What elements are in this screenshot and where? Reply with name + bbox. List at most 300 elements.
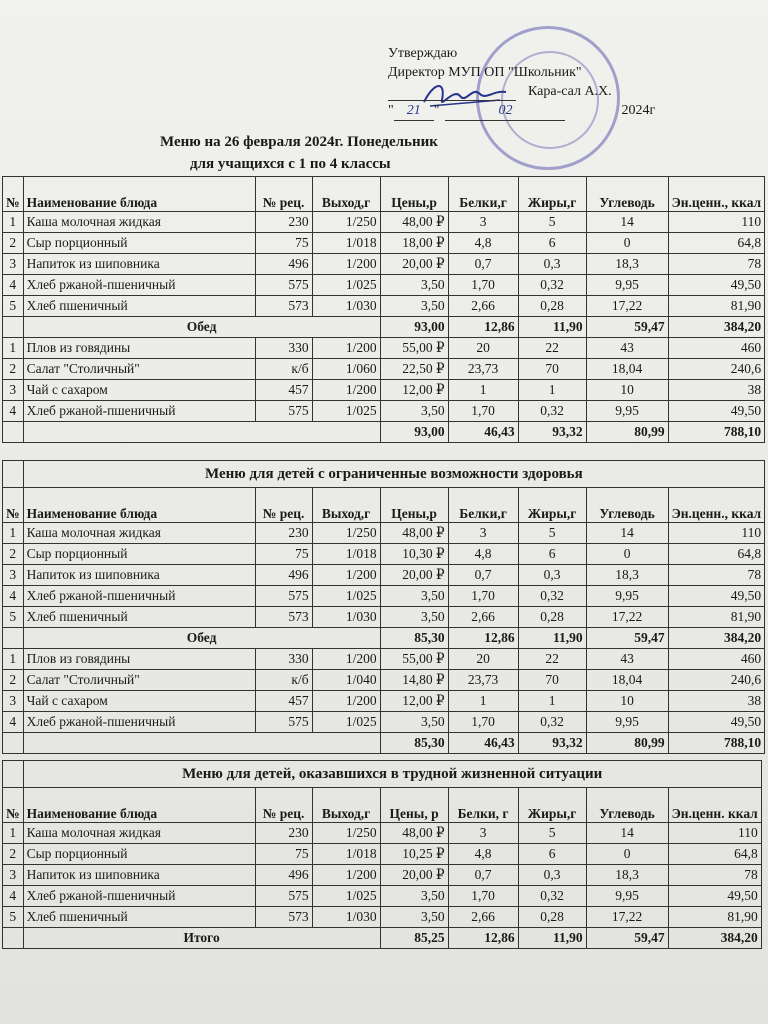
table-cell: 1 <box>3 338 24 359</box>
table-cell: 48,00 ₽ <box>380 212 448 233</box>
table-cell: 3 <box>3 865 24 886</box>
table-cell: 23,73 <box>448 670 518 691</box>
table-row <box>3 544 765 565</box>
table-cell: 1/025 <box>312 586 380 607</box>
table-cell: Сыр порционный <box>23 544 255 565</box>
table-cell: 2 <box>3 359 24 380</box>
table-cell: Каша молочная жидкая <box>23 823 255 844</box>
table-cell: Салат "Столичный" <box>23 670 255 691</box>
table-cell: 496 <box>255 865 312 886</box>
table-cell: Хлеб ржаной-пшеничный <box>23 401 255 422</box>
table-cell: 573 <box>255 607 312 628</box>
column-header: Выход,г <box>312 177 380 212</box>
table-cell: 1 <box>3 823 24 844</box>
total-value: 80,99 <box>586 422 668 443</box>
table-cell: 81,90 <box>668 607 765 628</box>
table-cell: 1,70 <box>448 275 518 296</box>
table-cell: 5 <box>518 523 586 544</box>
total-value: 93,32 <box>518 733 586 754</box>
column-header: Эн.ценн. ккал <box>668 788 761 823</box>
column-header: Эн.ценн., ккал <box>668 177 765 212</box>
table-cell: Хлеб пшеничный <box>23 907 255 928</box>
table-cell: 0,7 <box>448 565 518 586</box>
subtotal-value: 85,30 <box>380 628 448 649</box>
table-cell: 4 <box>3 886 24 907</box>
table-cell: Каша молочная жидкая <box>23 212 255 233</box>
table-cell: 1/018 <box>312 544 380 565</box>
subtotal-value: 384,20 <box>668 317 765 338</box>
column-header: Белки,г <box>448 488 518 523</box>
column-header: № рец. <box>255 177 312 212</box>
approval-month: 02 <box>445 101 565 121</box>
table-cell: 2,66 <box>448 296 518 317</box>
table-cell: 230 <box>255 823 312 844</box>
table-cell: 12,00 ₽ <box>380 691 448 712</box>
table-cell: 1/040 <box>312 670 380 691</box>
subtotal-label: Обед <box>23 317 380 338</box>
table-cell: 49,50 <box>668 275 765 296</box>
table-cell: 10,25 ₽ <box>380 844 448 865</box>
column-header: № <box>3 177 24 212</box>
table-cell: 1,70 <box>448 586 518 607</box>
total-value: 11,90 <box>518 928 586 949</box>
table-cell: 6 <box>518 844 586 865</box>
table-cell: Чай с сахаром <box>23 380 255 401</box>
total-value: 80,99 <box>586 733 668 754</box>
section-caption: Меню для детей, оказавшихся в трудной жизненной ситуации <box>23 761 761 788</box>
column-header: Наименование блюда <box>23 177 255 212</box>
total-value: 85,25 <box>380 928 448 949</box>
table-cell: 496 <box>255 565 312 586</box>
column-header: № рец. <box>255 488 312 523</box>
table-row <box>3 823 762 844</box>
signature-line <box>388 86 516 101</box>
table-cell: Хлеб пшеничный <box>23 296 255 317</box>
table-row <box>3 607 765 628</box>
table-cell: 64,8 <box>668 233 765 254</box>
table-cell: 1/018 <box>312 233 380 254</box>
table-cell: 1/030 <box>312 296 380 317</box>
table-cell: 9,95 <box>586 712 668 733</box>
table-cell: 3,50 <box>380 907 448 928</box>
table-cell: 0,28 <box>518 607 586 628</box>
table-cell: 18,3 <box>586 254 668 275</box>
table-cell: 70 <box>518 359 586 380</box>
table-cell: 3 <box>448 212 518 233</box>
table-cell: 81,90 <box>668 296 765 317</box>
table-cell: 1 <box>448 691 518 712</box>
table-cell: 22 <box>518 338 586 359</box>
table-row <box>3 844 762 865</box>
table-cell: 43 <box>586 338 668 359</box>
table-row <box>3 401 765 422</box>
table-cell: Хлеб пшеничный <box>23 607 255 628</box>
column-header: Выход,г <box>312 488 380 523</box>
total-value: 46,43 <box>448 422 518 443</box>
table-cell: 23,73 <box>448 359 518 380</box>
table-cell: 2 <box>3 544 24 565</box>
table-cell: 2 <box>3 233 24 254</box>
table-cell: 330 <box>255 338 312 359</box>
table-cell: 110 <box>668 823 761 844</box>
table-cell: 3,50 <box>380 586 448 607</box>
table-cell: 18,04 <box>586 359 668 380</box>
table-cell: 49,50 <box>668 586 765 607</box>
table-cell: 43 <box>586 649 668 670</box>
total-row <box>3 733 765 754</box>
table-cell: 1 <box>518 691 586 712</box>
table-cell: 1/025 <box>312 712 380 733</box>
table-cell: 2,66 <box>448 607 518 628</box>
table-cell: 0,28 <box>518 907 586 928</box>
table-row <box>3 865 762 886</box>
table-cell: 330 <box>255 649 312 670</box>
table-cell: к/б <box>255 670 312 691</box>
column-header: № <box>3 488 24 523</box>
table-cell: 9,95 <box>586 586 668 607</box>
table-cell: 496 <box>255 254 312 275</box>
table-cell: Хлеб ржаной-пшеничный <box>23 275 255 296</box>
table-cell: 5 <box>3 296 24 317</box>
table-cell: 1 <box>3 649 24 670</box>
table-cell: 6 <box>518 544 586 565</box>
table-cell: 3,50 <box>380 886 448 907</box>
table-cell: 14,80 ₽ <box>380 670 448 691</box>
table-row <box>3 275 765 296</box>
table-cell: 230 <box>255 523 312 544</box>
table-cell: 1 <box>448 380 518 401</box>
row-spacer <box>3 422 24 443</box>
column-header: Углеводь <box>586 488 668 523</box>
table-cell: 2 <box>3 844 24 865</box>
table-cell: 5 <box>3 907 24 928</box>
approval-day: 21 <box>394 101 434 121</box>
table-cell: 1 <box>3 523 24 544</box>
table-cell: 3 <box>3 254 24 275</box>
table-cell: 5 <box>518 212 586 233</box>
approval-date <box>388 101 655 121</box>
table-cell: 70 <box>518 670 586 691</box>
table-cell: 4,8 <box>448 544 518 565</box>
table-cell: 1/030 <box>312 907 380 928</box>
table-cell: 0,3 <box>518 565 586 586</box>
table-cell: 110 <box>668 212 765 233</box>
table-cell: 1/030 <box>312 607 380 628</box>
column-header: Белки, г <box>448 788 518 823</box>
table-cell: 18,00 ₽ <box>380 233 448 254</box>
table-cell: 9,95 <box>586 275 668 296</box>
total-label <box>23 422 380 443</box>
menu-subtitle: для учащихся с 1 по 4 классы <box>190 156 391 172</box>
table-cell: Хлеб ржаной-пшеничный <box>23 712 255 733</box>
table-cell: 230 <box>255 212 312 233</box>
table-cell: 4 <box>3 401 24 422</box>
column-header: Цены,р <box>380 177 448 212</box>
table-cell: 1/060 <box>312 359 380 380</box>
table-cell: 75 <box>255 544 312 565</box>
table-cell: 240,6 <box>668 359 765 380</box>
table-cell: 1/200 <box>312 338 380 359</box>
row-spacer <box>3 317 24 338</box>
header-row <box>3 488 765 523</box>
caption-spacer <box>3 761 24 788</box>
table-row <box>3 886 762 907</box>
table-cell: 10,30 ₽ <box>380 544 448 565</box>
table-cell: 1/250 <box>312 523 380 544</box>
table-cell: 14 <box>586 523 668 544</box>
table-cell: 575 <box>255 401 312 422</box>
table-row <box>3 649 765 670</box>
table-cell: 0,32 <box>518 401 586 422</box>
table-row <box>3 586 765 607</box>
header-row <box>3 177 765 212</box>
table-cell: 1/018 <box>312 844 380 865</box>
table-cell: 10 <box>586 380 668 401</box>
table-cell: Хлеб ржаной-пшеничный <box>23 586 255 607</box>
subtotal-value: 11,90 <box>518 317 586 338</box>
subtotal-value: 93,00 <box>380 317 448 338</box>
column-header: Эн.ценн., ккал <box>668 488 765 523</box>
table-cell: 0,32 <box>518 712 586 733</box>
table-cell: 1/250 <box>312 212 380 233</box>
table-cell: 9,95 <box>586 886 668 907</box>
table-cell: 0,3 <box>518 865 586 886</box>
header-row <box>3 788 762 823</box>
table-cell: 1/025 <box>312 275 380 296</box>
table-cell: 1/200 <box>312 380 380 401</box>
table-cell: 1/200 <box>312 649 380 670</box>
table-cell: 3 <box>3 380 24 401</box>
table-cell: 64,8 <box>668 844 761 865</box>
table-cell: Напиток из шиповника <box>23 865 255 886</box>
column-header: Выход,г <box>312 788 380 823</box>
table-cell: 3,50 <box>380 712 448 733</box>
table-row <box>3 691 765 712</box>
column-header: Белки,г <box>448 177 518 212</box>
total-label: Итого <box>23 928 380 949</box>
table-cell: 20 <box>448 649 518 670</box>
total-value: 59,47 <box>586 928 668 949</box>
table-cell: 48,00 ₽ <box>380 823 448 844</box>
table-cell: 0,7 <box>448 865 518 886</box>
subtotal-row <box>3 628 765 649</box>
table-cell: 49,50 <box>668 401 765 422</box>
table-cell: 2,66 <box>448 907 518 928</box>
table-cell: 573 <box>255 296 312 317</box>
table-cell: 0,32 <box>518 886 586 907</box>
subtotal-value: 11,90 <box>518 628 586 649</box>
column-header: Цены, р <box>380 788 448 823</box>
row-spacer <box>3 628 24 649</box>
table-cell: 0,32 <box>518 586 586 607</box>
table-cell: 2 <box>3 670 24 691</box>
table-cell: 3 <box>448 523 518 544</box>
table-cell: 0,7 <box>448 254 518 275</box>
table-row <box>3 565 765 586</box>
table-cell: 3,50 <box>380 401 448 422</box>
subtotal-value: 12,86 <box>448 628 518 649</box>
table-cell: 22 <box>518 649 586 670</box>
table-cell: 5 <box>3 607 24 628</box>
subtotal-value: 59,47 <box>586 628 668 649</box>
table-cell: 17,22 <box>586 907 668 928</box>
total-value: 788,10 <box>668 733 765 754</box>
table-cell: 78 <box>668 565 765 586</box>
subtotal-label: Обед <box>23 628 380 649</box>
menu-table-grades-1-4 <box>2 176 765 443</box>
director-name: Кара-сал А.Х. <box>528 84 612 99</box>
table-cell: 17,22 <box>586 607 668 628</box>
table-cell: 4,8 <box>448 844 518 865</box>
total-value: 12,86 <box>448 928 518 949</box>
table-cell: 575 <box>255 886 312 907</box>
section-caption-row <box>3 761 762 788</box>
table-cell: 0,28 <box>518 296 586 317</box>
table-cell: 3,50 <box>380 275 448 296</box>
total-value: 788,10 <box>668 422 765 443</box>
table-cell: 3 <box>3 565 24 586</box>
row-spacer <box>3 928 24 949</box>
table-cell: 4 <box>3 586 24 607</box>
table-row <box>3 296 765 317</box>
approval-year: 2024г <box>621 103 656 118</box>
caption-spacer <box>3 461 24 488</box>
table-cell: 1/025 <box>312 886 380 907</box>
date-quote-open: " <box>388 103 394 118</box>
table-cell: 1/250 <box>312 823 380 844</box>
table-cell: 6 <box>518 233 586 254</box>
table-cell: 10 <box>586 691 668 712</box>
table-cell: 460 <box>668 649 765 670</box>
table-cell: 1/025 <box>312 401 380 422</box>
approval-signature-row <box>388 82 655 101</box>
column-header: Жиры,г <box>518 488 586 523</box>
table-cell: 3,50 <box>380 296 448 317</box>
table-cell: 110 <box>668 523 765 544</box>
table-cell: Хлеб ржаной-пшеничный <box>23 886 255 907</box>
table-cell: 49,50 <box>668 712 765 733</box>
table-cell: 20,00 ₽ <box>380 254 448 275</box>
table-cell: 20,00 ₽ <box>380 865 448 886</box>
table-cell: 64,8 <box>668 544 765 565</box>
table-cell: 1/200 <box>312 691 380 712</box>
table-cell: 0 <box>586 844 668 865</box>
subtotal-value: 59,47 <box>586 317 668 338</box>
approval-line-1: Утверждаю <box>388 46 458 61</box>
table-cell: 17,22 <box>586 296 668 317</box>
table-cell: 20 <box>448 338 518 359</box>
column-header: Наименование блюда <box>23 488 255 523</box>
table-cell: Напиток из шиповника <box>23 254 255 275</box>
table-cell: 75 <box>255 844 312 865</box>
table-cell: Напиток из шиповника <box>23 565 255 586</box>
column-header: № <box>3 788 24 823</box>
table-cell: 1,70 <box>448 886 518 907</box>
subtotal-row <box>3 317 765 338</box>
table-row <box>3 212 765 233</box>
column-header: Углеводь <box>586 177 668 212</box>
table-cell: 1 <box>518 380 586 401</box>
table-cell: 1/200 <box>312 254 380 275</box>
table-cell: 81,90 <box>668 907 761 928</box>
total-value: 85,30 <box>380 733 448 754</box>
approval-block <box>388 44 655 121</box>
table-cell: 4 <box>3 712 24 733</box>
row-spacer <box>3 733 24 754</box>
subtotal-value: 384,20 <box>668 628 765 649</box>
table-row <box>3 670 765 691</box>
table-cell: Сыр порционный <box>23 233 255 254</box>
table-cell: 457 <box>255 691 312 712</box>
table-cell: 75 <box>255 233 312 254</box>
table-cell: 38 <box>668 691 765 712</box>
table-row <box>3 359 765 380</box>
table-cell: 4,8 <box>448 233 518 254</box>
table-cell: 1/200 <box>312 565 380 586</box>
section-caption: Меню для детей с ограниченные возможности здоровья <box>23 461 765 488</box>
menu-title: Меню на 26 февраля 2024г. Понедельник <box>160 134 438 150</box>
table-cell: 55,00 ₽ <box>380 649 448 670</box>
table-cell: 460 <box>668 338 765 359</box>
table-cell: 1,70 <box>448 712 518 733</box>
table-cell: 12,00 ₽ <box>380 380 448 401</box>
table-cell: 573 <box>255 907 312 928</box>
table-cell: 3 <box>3 691 24 712</box>
table-row <box>3 907 762 928</box>
table-cell: Чай с сахаром <box>23 691 255 712</box>
table-cell: 38 <box>668 380 765 401</box>
table-cell: 1,70 <box>448 401 518 422</box>
table-row <box>3 338 765 359</box>
total-value: 93,32 <box>518 422 586 443</box>
table-cell: 14 <box>586 823 668 844</box>
table-cell: 0 <box>586 544 668 565</box>
table-cell: 4 <box>3 275 24 296</box>
total-label <box>23 733 380 754</box>
table-row <box>3 254 765 275</box>
section-caption-row <box>3 461 765 488</box>
total-value: 384,20 <box>668 928 761 949</box>
table-cell: 49,50 <box>668 886 761 907</box>
table-cell: 78 <box>668 254 765 275</box>
column-header: № рец. <box>255 788 312 823</box>
menu-table-difficult-situation <box>2 760 762 949</box>
table-cell: 0 <box>586 233 668 254</box>
column-header: Жиры,г <box>518 177 586 212</box>
table-cell: 0,3 <box>518 254 586 275</box>
table-cell: 9,95 <box>586 401 668 422</box>
table-cell: 5 <box>518 823 586 844</box>
total-row <box>3 422 765 443</box>
table-cell: 22,50 ₽ <box>380 359 448 380</box>
table-cell: 3,50 <box>380 607 448 628</box>
table-cell: Плов из говядины <box>23 649 255 670</box>
table-cell: Каша молочная жидкая <box>23 523 255 544</box>
table-cell: 575 <box>255 275 312 296</box>
table-cell: Сыр порционный <box>23 844 255 865</box>
table-cell: Салат "Столичный" <box>23 359 255 380</box>
table-cell: 1 <box>3 212 24 233</box>
table-row <box>3 233 765 254</box>
table-cell: 575 <box>255 586 312 607</box>
table-cell: 48,00 ₽ <box>380 523 448 544</box>
table-cell: 575 <box>255 712 312 733</box>
table-cell: 78 <box>668 865 761 886</box>
table-cell: 240,6 <box>668 670 765 691</box>
total-value: 46,43 <box>448 733 518 754</box>
subtotal-value: 12,86 <box>448 317 518 338</box>
table-row <box>3 380 765 401</box>
